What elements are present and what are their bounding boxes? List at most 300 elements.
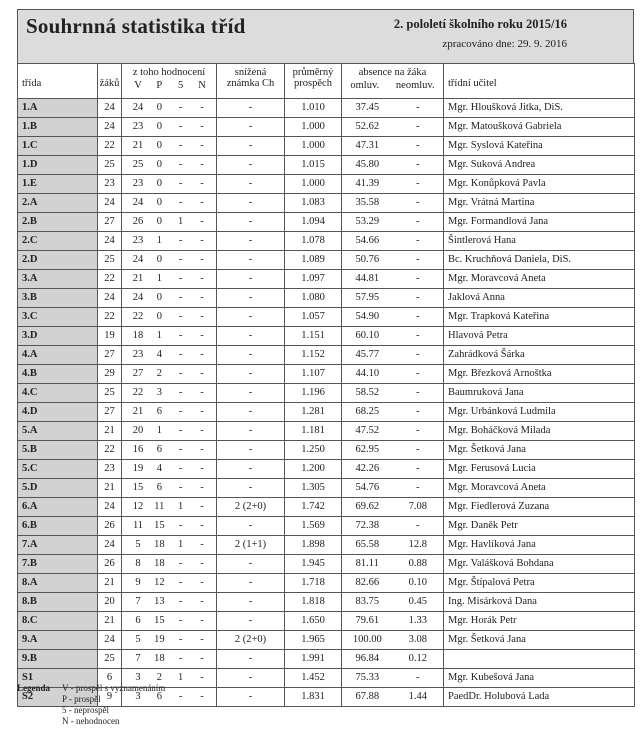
absence-unexcused: - bbox=[416, 443, 420, 455]
class-teacher: Mgr. Trapková Kateřina bbox=[444, 308, 635, 327]
grade-v: 24 bbox=[132, 196, 144, 208]
grade-n: - bbox=[200, 215, 204, 227]
average-grade: 1.250 bbox=[285, 441, 342, 460]
grade-5: 1 bbox=[178, 671, 184, 683]
absence-excused: 72.38 bbox=[355, 519, 380, 531]
grade-counts bbox=[122, 137, 217, 156]
header-grade-p: P bbox=[156, 79, 163, 91]
grade-p: 2 bbox=[156, 367, 162, 379]
table-row bbox=[18, 441, 635, 460]
average-grade: 1.089 bbox=[285, 251, 342, 270]
average-grade: 1.000 bbox=[285, 118, 342, 137]
grade-v: 21 bbox=[132, 272, 144, 284]
grade-n: - bbox=[200, 405, 204, 417]
grade-v: 23 bbox=[132, 120, 144, 132]
table-row bbox=[18, 384, 635, 403]
absence-excused: 50.76 bbox=[355, 253, 380, 265]
absence-cell bbox=[342, 650, 444, 669]
absence-unexcused: - bbox=[416, 291, 420, 303]
student-count: 21 bbox=[98, 422, 122, 441]
absence-unexcused: - bbox=[416, 253, 420, 265]
class-teacher: Mgr. Kubešová Jana bbox=[444, 669, 635, 688]
grade-n: - bbox=[200, 443, 204, 455]
student-count: 24 bbox=[98, 498, 122, 517]
average-grade: 1.898 bbox=[285, 536, 342, 555]
class-teacher: Mgr. Formandlová Jana bbox=[444, 213, 635, 232]
absence-unexcused: 1.33 bbox=[408, 614, 427, 626]
absence-excused: 37.45 bbox=[355, 101, 380, 113]
grade-n: - bbox=[200, 329, 204, 341]
header-grade-v: V bbox=[134, 79, 142, 91]
absence-cell bbox=[342, 251, 444, 270]
absence-cell bbox=[342, 232, 444, 251]
absence-excused: 41.39 bbox=[355, 177, 380, 189]
absence-excused: 54.90 bbox=[355, 310, 380, 322]
absence-unexcused: - bbox=[416, 424, 420, 436]
grade-5: - bbox=[178, 120, 183, 132]
grade-v: 16 bbox=[132, 443, 144, 455]
absence-excused: 62.95 bbox=[355, 443, 380, 455]
grade-counts bbox=[122, 365, 217, 384]
grade-v: 22 bbox=[132, 310, 144, 322]
table-row bbox=[18, 612, 635, 631]
class-teacher: Mgr. Březková Arnoštka bbox=[444, 365, 635, 384]
absence-cell bbox=[342, 441, 444, 460]
class-teacher: Mgr. Moravcová Aneta bbox=[444, 479, 635, 498]
grade-p: 6 bbox=[156, 690, 162, 702]
class-name: 4.D bbox=[18, 403, 98, 422]
absence-unexcused: 0.88 bbox=[408, 557, 427, 569]
absence-unexcused: - bbox=[416, 481, 420, 493]
student-count: 24 bbox=[98, 118, 122, 137]
student-count: 22 bbox=[98, 270, 122, 289]
absence-unexcused: - bbox=[416, 462, 420, 474]
absence-excused: 68.25 bbox=[355, 405, 380, 417]
grade-v: 24 bbox=[132, 253, 144, 265]
class-teacher: Mgr. Daněk Petr bbox=[444, 517, 635, 536]
grade-v: 21 bbox=[132, 405, 144, 417]
header-class: třída bbox=[18, 64, 98, 99]
table-row bbox=[18, 365, 635, 384]
grade-counts bbox=[122, 403, 217, 422]
class-name: 5.C bbox=[18, 460, 98, 479]
grade-5: - bbox=[178, 443, 183, 455]
student-count: 23 bbox=[98, 175, 122, 194]
absence-unexcused: 12.8 bbox=[408, 538, 427, 550]
grade-5: - bbox=[178, 139, 183, 151]
grade-n: - bbox=[200, 538, 204, 550]
grade-p: 1 bbox=[156, 234, 162, 246]
grade-counts bbox=[122, 213, 217, 232]
absence-unexcused: - bbox=[416, 329, 420, 341]
grade-5: - bbox=[178, 253, 183, 265]
grade-n: - bbox=[200, 291, 204, 303]
grade-counts bbox=[122, 631, 217, 650]
class-teacher: Mgr. Horák Petr bbox=[444, 612, 635, 631]
table-row bbox=[18, 118, 635, 137]
student-count: 24 bbox=[98, 194, 122, 213]
absence-unexcused: - bbox=[416, 215, 420, 227]
class-teacher: Hlavová Petra bbox=[444, 327, 635, 346]
class-name: 6.B bbox=[18, 517, 98, 536]
grade-5: - bbox=[178, 272, 183, 284]
absence-unexcused: 0.45 bbox=[408, 595, 427, 607]
table-row bbox=[18, 631, 635, 650]
class-teacher: Mgr. Štípalová Petra bbox=[444, 574, 635, 593]
student-count: 22 bbox=[98, 308, 122, 327]
grade-5: - bbox=[178, 386, 183, 398]
class-teacher: Mgr. Fiedlerová Zuzana bbox=[444, 498, 635, 517]
absence-excused: 47.31 bbox=[355, 139, 380, 151]
grade-p: 2 bbox=[156, 671, 162, 683]
reduced-grade: - bbox=[217, 156, 285, 175]
student-count: 21 bbox=[98, 574, 122, 593]
absence-excused: 47.52 bbox=[355, 424, 380, 436]
grade-p: 0 bbox=[156, 215, 162, 227]
grade-n: - bbox=[200, 633, 204, 645]
absence-cell bbox=[342, 669, 444, 688]
class-name: 1.E bbox=[18, 175, 98, 194]
grade-counts bbox=[122, 536, 217, 555]
table-row bbox=[18, 498, 635, 517]
class-name: 5.D bbox=[18, 479, 98, 498]
class-name: 9.B bbox=[18, 650, 98, 669]
table-row bbox=[18, 270, 635, 289]
grade-p: 6 bbox=[156, 481, 162, 493]
header-grades: z toho hodnocení V P 5 N bbox=[122, 64, 217, 99]
absence-cell bbox=[342, 175, 444, 194]
absence-unexcused: - bbox=[416, 177, 420, 189]
absence-cell bbox=[342, 156, 444, 175]
table-row bbox=[18, 194, 635, 213]
average-grade: 1.010 bbox=[285, 99, 342, 118]
grade-n: - bbox=[200, 348, 204, 360]
grade-counts bbox=[122, 517, 217, 536]
grade-counts bbox=[122, 612, 217, 631]
reduced-grade: - bbox=[217, 479, 285, 498]
class-name: 8.C bbox=[18, 612, 98, 631]
class-name: 4.C bbox=[18, 384, 98, 403]
grade-5: - bbox=[178, 310, 183, 322]
absence-excused: 45.80 bbox=[355, 158, 380, 170]
reduced-grade: - bbox=[217, 194, 285, 213]
grade-v: 23 bbox=[132, 348, 144, 360]
class-teacher: Mgr. Suková Andrea bbox=[444, 156, 635, 175]
absence-cell bbox=[342, 498, 444, 517]
student-count: 22 bbox=[98, 441, 122, 460]
grade-5: - bbox=[178, 348, 183, 360]
class-name: 7.B bbox=[18, 555, 98, 574]
reduced-grade: - bbox=[217, 232, 285, 251]
grade-5: - bbox=[178, 234, 183, 246]
student-count: 20 bbox=[98, 593, 122, 612]
header-absence-excused: omluv. bbox=[350, 79, 380, 91]
class-name: 1.B bbox=[18, 118, 98, 137]
table-row bbox=[18, 460, 635, 479]
class-name: 2.A bbox=[18, 194, 98, 213]
class-teacher: Mgr. Valášková Bohdana bbox=[444, 555, 635, 574]
grade-counts bbox=[122, 574, 217, 593]
student-count: 24 bbox=[98, 232, 122, 251]
class-name: 8.B bbox=[18, 593, 98, 612]
reduced-grade: - bbox=[217, 270, 285, 289]
class-teacher: Ing. Misárková Dana bbox=[444, 593, 635, 612]
reduced-grade: - bbox=[217, 612, 285, 631]
grade-p: 11 bbox=[154, 500, 165, 512]
table-row bbox=[18, 555, 635, 574]
grade-v: 5 bbox=[135, 538, 141, 550]
absence-unexcused: - bbox=[416, 367, 420, 379]
grade-p: 0 bbox=[156, 291, 162, 303]
absence-cell bbox=[342, 384, 444, 403]
grade-5: 1 bbox=[178, 538, 184, 550]
class-teacher: Mgr. Šetková Jana bbox=[444, 631, 635, 650]
header-average: průměrný prospěch bbox=[285, 64, 342, 99]
absence-excused: 75.33 bbox=[355, 671, 380, 683]
legend-label: Legenda bbox=[17, 683, 51, 693]
class-name: 4.A bbox=[18, 346, 98, 365]
reduced-grade: - bbox=[217, 251, 285, 270]
average-grade: 1.305 bbox=[285, 479, 342, 498]
grade-n: - bbox=[200, 652, 204, 664]
absence-cell bbox=[342, 289, 444, 308]
grade-p: 4 bbox=[156, 462, 162, 474]
absence-excused: 96.84 bbox=[355, 652, 380, 664]
header-grade-n: N bbox=[198, 79, 206, 91]
grade-v: 15 bbox=[132, 481, 144, 493]
table-row bbox=[18, 156, 635, 175]
absence-unexcused: - bbox=[416, 386, 420, 398]
class-name: 2.B bbox=[18, 213, 98, 232]
grade-p: 1 bbox=[156, 329, 162, 341]
absence-unexcused: 7.08 bbox=[408, 500, 427, 512]
average-grade: 1.000 bbox=[285, 175, 342, 194]
grade-p: 0 bbox=[156, 253, 162, 265]
class-teacher: Mgr. Urbánková Ludmila bbox=[444, 403, 635, 422]
average-grade: 1.831 bbox=[285, 688, 342, 707]
grade-counts bbox=[122, 346, 217, 365]
grade-p: 0 bbox=[156, 196, 162, 208]
grade-5: - bbox=[178, 424, 183, 436]
absence-unexcused: - bbox=[416, 405, 420, 417]
statistics-table bbox=[17, 63, 635, 707]
average-grade: 1.097 bbox=[285, 270, 342, 289]
absence-excused: 54.66 bbox=[355, 234, 380, 246]
class-name: 5.A bbox=[18, 422, 98, 441]
student-count: 24 bbox=[98, 536, 122, 555]
grade-p: 12 bbox=[154, 576, 165, 588]
grade-p: 13 bbox=[154, 595, 165, 607]
absence-unexcused: - bbox=[416, 671, 420, 683]
grade-counts bbox=[122, 650, 217, 669]
absence-cell bbox=[342, 270, 444, 289]
average-grade: 1.057 bbox=[285, 308, 342, 327]
student-count: 25 bbox=[98, 650, 122, 669]
average-grade: 1.281 bbox=[285, 403, 342, 422]
absence-cell bbox=[342, 536, 444, 555]
absence-excused: 67.88 bbox=[355, 690, 380, 702]
reduced-grade: - bbox=[217, 574, 285, 593]
class-name: 6.A bbox=[18, 498, 98, 517]
absence-cell bbox=[342, 574, 444, 593]
class-teacher: Baumruková Jana bbox=[444, 384, 635, 403]
school-period: 2. pololetí školního roku 2015/16 bbox=[393, 17, 567, 31]
absence-cell bbox=[342, 631, 444, 650]
absence-unexcused: 3.08 bbox=[408, 633, 427, 645]
grade-5: 1 bbox=[178, 500, 184, 512]
grade-v: 7 bbox=[135, 595, 141, 607]
grade-5: - bbox=[178, 462, 183, 474]
grade-p: 18 bbox=[154, 652, 165, 664]
class-teacher: Mgr. Hloušková Jitka, DiS. bbox=[444, 99, 635, 118]
class-name: S1 bbox=[18, 669, 98, 688]
table-row bbox=[18, 99, 635, 118]
absence-excused: 60.10 bbox=[355, 329, 380, 341]
grade-counts bbox=[122, 156, 217, 175]
reduced-grade: - bbox=[217, 593, 285, 612]
grade-v: 27 bbox=[132, 367, 144, 379]
table-row bbox=[18, 327, 635, 346]
class-name: 2.C bbox=[18, 232, 98, 251]
class-teacher: Mgr. Havlíková Jana bbox=[444, 536, 635, 555]
grade-n: - bbox=[200, 614, 204, 626]
student-count: 25 bbox=[98, 384, 122, 403]
average-grade: 1.151 bbox=[285, 327, 342, 346]
class-teacher: PaedDr. Holubová Lada bbox=[444, 688, 635, 707]
header-students: žáků bbox=[98, 64, 122, 99]
table-row bbox=[18, 593, 635, 612]
page-title: Souhrnná statistika tříd bbox=[26, 14, 246, 38]
absence-excused: 57.95 bbox=[355, 291, 380, 303]
class-name: 1.A bbox=[18, 99, 98, 118]
class-teacher bbox=[444, 650, 635, 669]
grade-n: - bbox=[200, 196, 204, 208]
grade-5: - bbox=[178, 633, 183, 645]
reduced-grade: - bbox=[217, 346, 285, 365]
reduced-grade: - bbox=[217, 384, 285, 403]
grade-p: 0 bbox=[156, 101, 162, 113]
absence-cell bbox=[342, 688, 444, 707]
class-name: 4.B bbox=[18, 365, 98, 384]
student-count: 9 bbox=[98, 688, 122, 707]
grade-n: - bbox=[200, 500, 204, 512]
absence-cell bbox=[342, 460, 444, 479]
grade-v: 19 bbox=[132, 462, 144, 474]
legend-item-v: V - prospěl s vyznamenáním bbox=[62, 683, 166, 693]
grade-n: - bbox=[200, 310, 204, 322]
absence-cell bbox=[342, 365, 444, 384]
grade-n: - bbox=[200, 557, 204, 569]
grade-n: - bbox=[200, 139, 204, 151]
reduced-grade: - bbox=[217, 441, 285, 460]
class-teacher: Bc. Kruchňová Daniela, DiS. bbox=[444, 251, 635, 270]
grade-p: 0 bbox=[156, 139, 162, 151]
absence-excused: 54.76 bbox=[355, 481, 380, 493]
reduced-grade: - bbox=[217, 327, 285, 346]
class-teacher: Mgr. Šetková Jana bbox=[444, 441, 635, 460]
average-grade: 1.181 bbox=[285, 422, 342, 441]
grade-5: - bbox=[178, 576, 183, 588]
grade-5: - bbox=[178, 101, 183, 113]
grade-n: - bbox=[200, 462, 204, 474]
table-row bbox=[18, 479, 635, 498]
absence-cell bbox=[342, 517, 444, 536]
average-grade: 1.452 bbox=[285, 669, 342, 688]
average-grade: 1.078 bbox=[285, 232, 342, 251]
grade-p: 1 bbox=[156, 424, 162, 436]
grade-v: 26 bbox=[132, 215, 144, 227]
grade-n: - bbox=[200, 576, 204, 588]
absence-cell bbox=[342, 555, 444, 574]
grade-p: 18 bbox=[154, 557, 165, 569]
absence-cell bbox=[342, 194, 444, 213]
grade-n: - bbox=[200, 519, 204, 531]
absence-cell bbox=[342, 479, 444, 498]
grade-5: - bbox=[178, 557, 183, 569]
average-grade: 1.196 bbox=[285, 384, 342, 403]
absence-excused: 83.75 bbox=[355, 595, 380, 607]
class-teacher: Mgr. Vrátná Martina bbox=[444, 194, 635, 213]
absence-cell bbox=[342, 346, 444, 365]
grade-5: - bbox=[178, 367, 183, 379]
reduced-grade: 2 (2+0) bbox=[217, 631, 285, 650]
class-name: 5.B bbox=[18, 441, 98, 460]
reduced-grade: - bbox=[217, 688, 285, 707]
student-count: 19 bbox=[98, 327, 122, 346]
absence-cell bbox=[342, 593, 444, 612]
grade-counts bbox=[122, 593, 217, 612]
grade-p: 0 bbox=[156, 120, 162, 132]
grade-n: - bbox=[200, 690, 204, 702]
grade-n: - bbox=[200, 595, 204, 607]
grade-n: - bbox=[200, 671, 204, 683]
student-count: 24 bbox=[98, 289, 122, 308]
class-teacher: Mgr. Syslová Kateřina bbox=[444, 137, 635, 156]
reduced-grade: - bbox=[217, 669, 285, 688]
average-grade: 1.650 bbox=[285, 612, 342, 631]
grade-5: - bbox=[178, 614, 183, 626]
average-grade: 1.200 bbox=[285, 460, 342, 479]
class-name: 1.D bbox=[18, 156, 98, 175]
student-count: 21 bbox=[98, 479, 122, 498]
absence-cell bbox=[342, 327, 444, 346]
legend-item-p: P - prospěl bbox=[62, 694, 101, 704]
average-grade: 1.569 bbox=[285, 517, 342, 536]
average-grade: 1.080 bbox=[285, 289, 342, 308]
grade-v: 12 bbox=[132, 500, 144, 512]
table-row bbox=[18, 422, 635, 441]
student-count: 27 bbox=[98, 403, 122, 422]
grade-v: 5 bbox=[135, 633, 141, 645]
table-row bbox=[18, 289, 635, 308]
grade-counts bbox=[122, 308, 217, 327]
class-name: 7.A bbox=[18, 536, 98, 555]
grade-v: 23 bbox=[132, 234, 144, 246]
grade-p: 0 bbox=[156, 158, 162, 170]
class-teacher: Šintlerová Hana bbox=[444, 232, 635, 251]
absence-cell bbox=[342, 99, 444, 118]
student-count: 22 bbox=[98, 137, 122, 156]
absence-cell bbox=[342, 213, 444, 232]
average-grade: 1.742 bbox=[285, 498, 342, 517]
student-count: 6 bbox=[98, 669, 122, 688]
table-row bbox=[18, 650, 635, 669]
grade-v: 7 bbox=[135, 652, 141, 664]
absence-unexcused: - bbox=[416, 120, 420, 132]
grade-counts bbox=[122, 460, 217, 479]
table-row bbox=[18, 175, 635, 194]
table-row bbox=[18, 213, 635, 232]
